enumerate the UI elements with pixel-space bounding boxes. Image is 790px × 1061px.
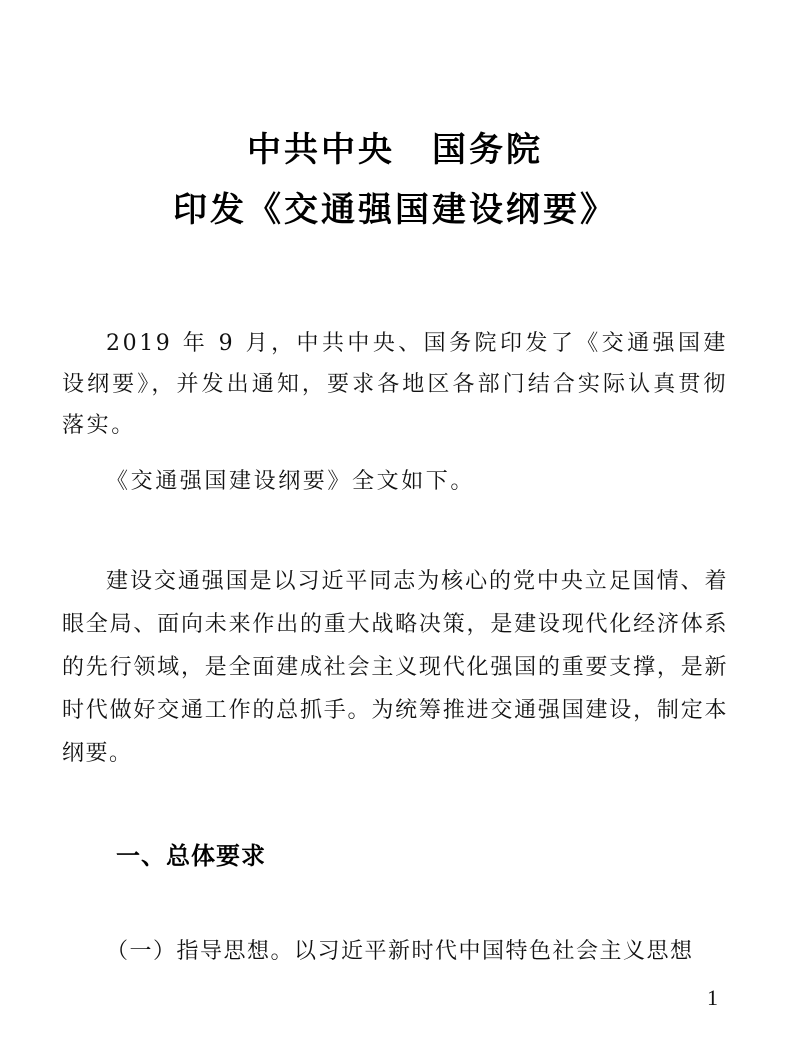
body-paragraph: 建设交通强国是以习近平同志为核心的党中央立足国情、着眼全局、面向未来作出的重大战略决策，是建设现代化经济体系的先行领域，是全面建成社会主义现代化强国的重要支撑，是新时代做好交通工作的总抓手。为统筹推进交通强国建设，制定本纲要。 — [62, 569, 728, 766]
subsection-paragraph: （一）指导思想。以习近平新时代中国特色社会主义思想 — [106, 939, 694, 964]
section-heading: 一、总体要求 — [116, 842, 266, 870]
page-number: 1 — [707, 985, 718, 1010]
document-title-line-2: 印发《交通强国建设纲要》 — [173, 190, 617, 230]
document-title-line-1: 中共中央 国务院 — [247, 130, 543, 170]
intro-paragraph: 2019 年 9 月，中共中央、国务院印发了《交通强国建设纲要》，并发出通知，要求各地区各部门结合实际认真贯彻落实。 — [62, 331, 728, 438]
fulltext-note: 《交通强国建设纲要》全文如下。 — [106, 469, 476, 494]
